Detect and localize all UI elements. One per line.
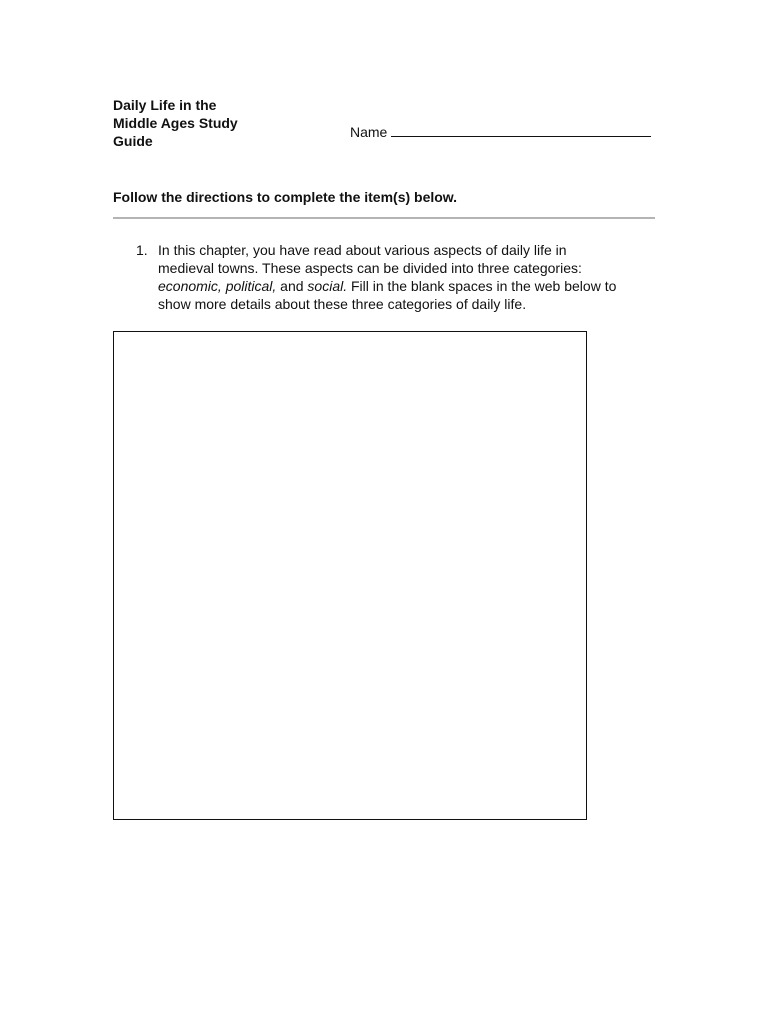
answer-web-box[interactable]	[113, 331, 587, 820]
directions-text: Follow the directions to complete the item(s) below.	[113, 189, 458, 205]
name-field[interactable]	[350, 122, 651, 141]
question-text	[158, 241, 656, 313]
question-number: 1.	[136, 242, 148, 258]
question-1	[136, 241, 656, 313]
category-social: social.	[307, 278, 348, 294]
question-line-3	[158, 277, 656, 295]
section-divider	[113, 217, 655, 219]
category-economic-political: economic, political,	[158, 278, 277, 294]
page-title	[113, 96, 293, 150]
conjunction-and: and	[276, 278, 308, 294]
name-label: Name	[350, 124, 388, 140]
question-line-2: medieval towns. These aspects can be divided into three categories:	[158, 260, 582, 276]
question-line-1: In this chapter, you have read about various aspects of daily life in	[158, 242, 567, 258]
title-line-3: Guide	[113, 133, 153, 149]
title-line-2: Middle Ages Study	[113, 115, 238, 131]
question-line-3-rest: Fill in the blank spaces in the web below to	[347, 278, 617, 294]
name-blank-line[interactable]	[391, 122, 651, 137]
title-line-1: Daily Life in the	[113, 97, 217, 113]
question-line-4: show more details about these three categories of daily life.	[158, 296, 527, 312]
